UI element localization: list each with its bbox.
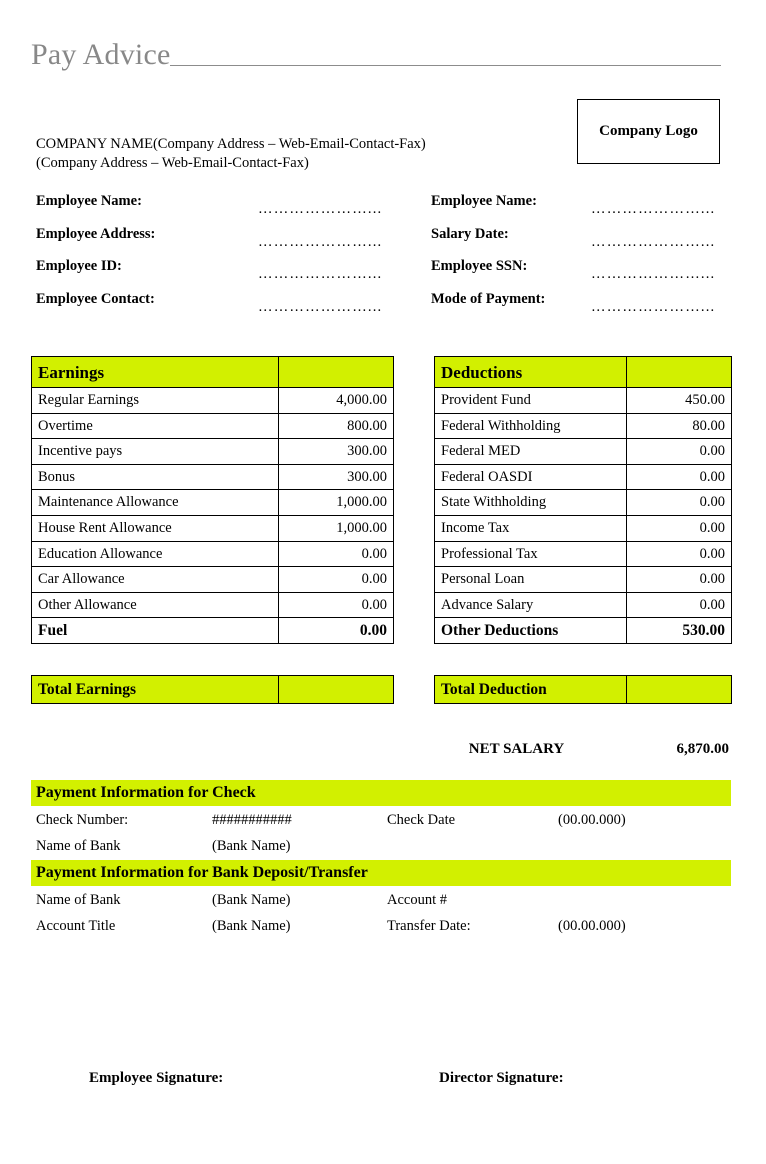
company-address-line: (Company Address – Web-Email-Contact-Fax) <box>36 155 309 171</box>
employee-detail-row <box>36 226 726 259</box>
table-row <box>32 676 394 704</box>
deductions-row-value: 530.00 <box>627 618 732 644</box>
check-date-label: Check Date <box>387 812 456 828</box>
table-row <box>32 464 394 490</box>
earnings-row-label: Fuel <box>32 618 279 644</box>
employee-detail-cell <box>431 290 726 315</box>
company-logo-placeholder <box>577 99 720 164</box>
account-number-label: Account # <box>387 892 447 908</box>
table-row <box>32 439 394 465</box>
deductions-row-label: Other Deductions <box>435 618 627 644</box>
deductions-row-label: Federal MED <box>435 439 627 465</box>
employee-detail-cell <box>431 258 726 282</box>
payment-check-row <box>36 812 736 837</box>
earnings-row-value: 800.00 <box>279 413 394 439</box>
transfer-date-label: Transfer Date: <box>387 918 471 934</box>
deductions-row-label: Personal Loan <box>435 567 627 593</box>
earnings-row-value: 300.00 <box>279 464 394 490</box>
deductions-header-label: Deductions <box>435 357 627 388</box>
check-date-value[interactable]: (00.00.000) <box>558 812 626 828</box>
table-row <box>435 413 732 439</box>
earnings-row-value: 1,000.00 <box>279 515 394 541</box>
total-deduction-label: Total Deduction <box>435 676 627 704</box>
deductions-table-header-row <box>435 357 732 388</box>
employee-id-label: Employee ID: <box>36 258 122 274</box>
earnings-row-value: 4,000.00 <box>279 388 394 414</box>
table-row <box>32 490 394 516</box>
deductions-row-label: Professional Tax <box>435 541 627 567</box>
earnings-header-label: Earnings <box>32 357 279 388</box>
page-title: Pay Advice <box>31 38 171 71</box>
mode-of-payment-label: Mode of Payment: <box>431 290 546 307</box>
employee-name-right-field[interactable]: …………………... <box>591 201 716 217</box>
employee-ssn-label: Employee SSN: <box>431 258 528 274</box>
employee-detail-cell <box>36 290 431 315</box>
total-earnings-value <box>279 676 394 704</box>
bank-name-value[interactable]: (Bank Name) <box>212 892 291 908</box>
title-underline-rule <box>170 65 721 66</box>
payment-check-section-header <box>31 780 731 806</box>
deductions-row-label: State Withholding <box>435 490 627 516</box>
employee-id-field[interactable]: …………………... <box>258 266 383 282</box>
table-row <box>32 567 394 593</box>
deductions-row-label: Provident Fund <box>435 388 627 414</box>
employee-contact-label: Employee Contact: <box>36 290 155 307</box>
table-row <box>435 515 732 541</box>
check-number-value[interactable]: ########### <box>212 812 292 828</box>
employee-details-grid <box>36 193 726 323</box>
table-row <box>32 618 394 644</box>
table-row <box>32 541 394 567</box>
table-row <box>435 592 732 618</box>
payment-bank-section-header <box>31 860 731 886</box>
deductions-row-value: 0.00 <box>627 592 732 618</box>
deductions-header-value <box>627 357 732 388</box>
salary-date-label: Salary Date: <box>431 225 509 242</box>
earnings-row-label: House Rent Allowance <box>32 515 279 541</box>
earnings-row-value: 1,000.00 <box>279 490 394 516</box>
deductions-row-label: Federal Withholding <box>435 413 627 439</box>
employee-name-right-label: Employee Name: <box>431 193 537 209</box>
deductions-row-label: Advance Salary <box>435 592 627 618</box>
earnings-row-label: Maintenance Allowance <box>32 490 279 516</box>
earnings-row-label: Car Allowance <box>32 567 279 593</box>
total-earnings-label: Total Earnings <box>32 676 279 704</box>
document-title-row <box>31 33 721 71</box>
check-bank-name-label: Name of Bank <box>36 838 121 854</box>
earnings-row-label: Incentive pays <box>32 439 279 465</box>
table-row <box>435 388 732 414</box>
table-row <box>32 388 394 414</box>
net-salary-row <box>434 741 731 758</box>
check-bank-name-value[interactable]: (Bank Name) <box>212 838 291 854</box>
earnings-row-value: 0.00 <box>279 592 394 618</box>
table-row <box>435 490 732 516</box>
employee-detail-row <box>36 291 726 324</box>
employee-signature-label: Employee Signature: <box>89 1070 224 1086</box>
deductions-row-value: 0.00 <box>627 567 732 593</box>
employee-ssn-field[interactable]: …………………... <box>591 266 716 282</box>
net-salary-label: NET SALARY <box>468 741 565 757</box>
table-row <box>32 413 394 439</box>
account-title-value[interactable]: (Bank Name) <box>212 918 291 934</box>
table-row <box>435 464 732 490</box>
company-name-line: COMPANY NAME(Company Address – Web-Email-Contact-Fax) <box>36 136 426 152</box>
earnings-row-value: 300.00 <box>279 439 394 465</box>
deductions-row-value: 450.00 <box>627 388 732 414</box>
payment-bank-row <box>36 892 736 917</box>
total-deduction-value <box>627 676 732 704</box>
earnings-row-label: Other Allowance <box>32 592 279 618</box>
payment-check-title: Payment Information for Check <box>36 784 256 801</box>
table-row <box>32 592 394 618</box>
earnings-row-label: Education Allowance <box>32 541 279 567</box>
account-title-label: Account Title <box>36 918 116 934</box>
transfer-date-value[interactable]: (00.00.000) <box>558 918 626 934</box>
employee-contact-field[interactable]: …………………... <box>258 298 383 315</box>
employee-detail-cell <box>431 193 726 217</box>
bank-name-label: Name of Bank <box>36 892 121 908</box>
employee-detail-cell <box>36 193 431 217</box>
employee-address-field[interactable]: …………………... <box>258 233 383 250</box>
table-row <box>435 618 732 644</box>
earnings-row-value: 0.00 <box>279 541 394 567</box>
earnings-row-label: Bonus <box>32 464 279 490</box>
earnings-row-label: Regular Earnings <box>32 388 279 414</box>
employee-detail-row <box>36 193 726 226</box>
deductions-row-value: 0.00 <box>627 515 732 541</box>
company-info-block <box>36 135 556 173</box>
payment-bank-title: Payment Information for Bank Deposit/Transfer <box>36 864 368 881</box>
deductions-row-label: Income Tax <box>435 515 627 541</box>
signature-area <box>36 1070 736 1087</box>
mode-of-payment-field[interactable]: …………………... <box>591 298 716 315</box>
earnings-row-value: 0.00 <box>279 567 394 593</box>
employee-name-label: Employee Name: <box>36 193 142 209</box>
employee-address-label: Employee Address: <box>36 225 156 242</box>
deductions-row-value: 0.00 <box>627 541 732 567</box>
table-row <box>435 541 732 567</box>
check-number-label: Check Number: <box>36 812 129 828</box>
company-logo-label: Company Logo <box>599 123 698 139</box>
earnings-table-header-row <box>32 357 394 388</box>
net-salary-value: 6,870.00 <box>676 741 729 757</box>
employee-detail-row <box>36 258 726 291</box>
earnings-table <box>31 356 394 644</box>
salary-date-field[interactable]: …………………... <box>591 233 716 250</box>
deductions-row-value: 0.00 <box>627 439 732 465</box>
deductions-row-value: 0.00 <box>627 464 732 490</box>
director-signature-label: Director Signature: <box>439 1070 564 1086</box>
table-row <box>32 515 394 541</box>
earnings-row-label: Overtime <box>32 413 279 439</box>
deductions-row-value: 0.00 <box>627 490 732 516</box>
employee-detail-cell <box>36 225 431 250</box>
employee-name-field[interactable]: …………………... <box>258 201 383 217</box>
deductions-row-value: 80.00 <box>627 413 732 439</box>
payment-bank-row <box>36 918 736 943</box>
deductions-table <box>434 356 732 644</box>
table-row <box>435 439 732 465</box>
earnings-row-value: 0.00 <box>279 618 394 644</box>
total-earnings-row <box>31 675 394 704</box>
earnings-header-value <box>279 357 394 388</box>
table-row <box>435 676 732 704</box>
table-row <box>435 567 732 593</box>
total-deduction-row <box>434 675 732 704</box>
employee-detail-cell <box>36 258 431 282</box>
deductions-row-label: Federal OASDI <box>435 464 627 490</box>
employee-detail-cell <box>431 225 726 250</box>
